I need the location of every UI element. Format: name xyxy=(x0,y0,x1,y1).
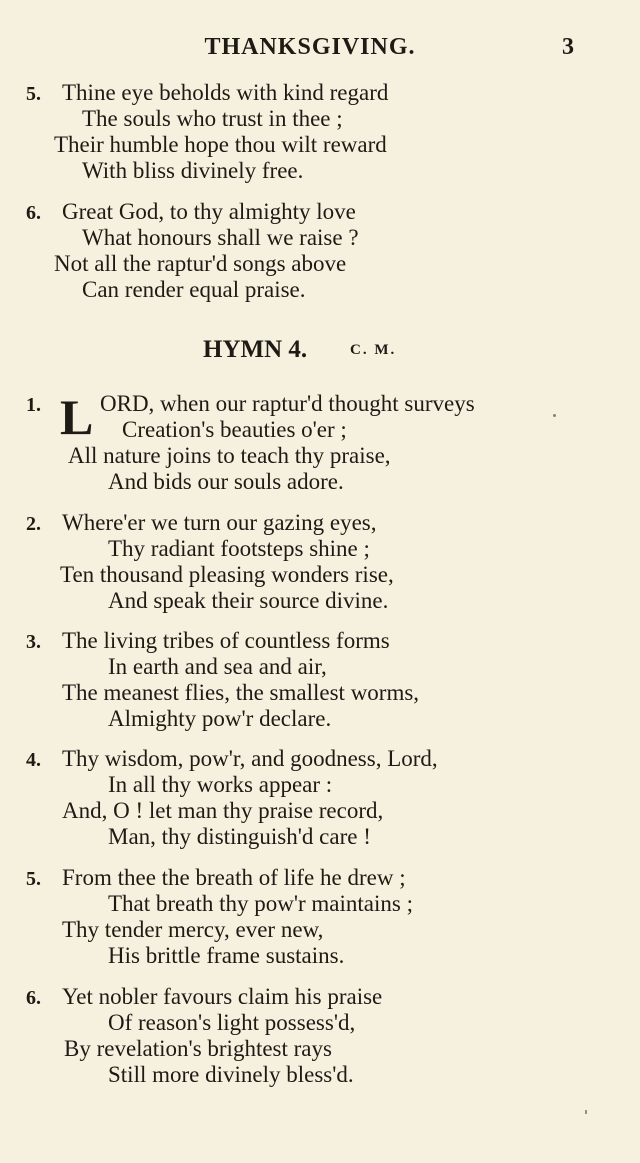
verse-line: In earth and sea and air, xyxy=(108,654,327,679)
verse-line: Can render equal praise. xyxy=(82,277,306,302)
verse-line: From thee the breath of life he drew ; xyxy=(62,865,406,890)
verse-line: The living tribes of countless forms xyxy=(62,628,390,653)
verse-line: The souls who trust in thee ; xyxy=(82,106,343,131)
stanza-number: 6. xyxy=(26,202,41,224)
verse-line: And, O ! let man thy praise record, xyxy=(62,798,384,823)
running-head xyxy=(0,34,640,64)
verse-line: His brittle frame sustains. xyxy=(108,943,345,968)
ink-speck xyxy=(553,414,556,417)
verse-line: Thine eye beholds with kind regard xyxy=(62,80,389,105)
stanza-number: 5. xyxy=(26,868,41,890)
hymn-heading xyxy=(0,336,640,370)
verse-line: Yet nobler favours claim his praise xyxy=(62,984,383,1009)
stanza-number: 5. xyxy=(26,83,41,105)
verse-line: Ten thousand pleasing wonders rise, xyxy=(60,562,394,587)
verse-line: What honours shall we raise ? xyxy=(82,225,359,250)
hymn-meter: C. M. xyxy=(350,342,397,358)
verse-line: The meanest flies, the smallest worms, xyxy=(62,680,420,705)
stanza-number: 3. xyxy=(26,631,41,653)
verse-line: Thy wisdom, pow'r, and goodness, Lord, xyxy=(62,746,438,771)
verse-line: Thy radiant footsteps shine ; xyxy=(108,536,370,561)
hymn-title: HYMN 4. xyxy=(203,336,308,363)
verse-line: In all thy works appear : xyxy=(108,772,333,797)
verse-line: Creation's beauties o'er ; xyxy=(122,417,347,442)
running-title: THANKSGIVING. xyxy=(204,34,416,60)
stanza-number: 2. xyxy=(26,513,41,535)
verse-line: That breath thy pow'r maintains ; xyxy=(108,891,413,916)
verse-line: Still more divinely bless'd. xyxy=(108,1062,354,1087)
verse-line: Thy tender mercy, ever new, xyxy=(62,917,324,942)
verse-line: All nature joins to teach thy praise, xyxy=(68,443,391,468)
verse-line: Not all the raptur'd songs above xyxy=(54,251,347,276)
verse-line: Man, thy distinguish'd care ! xyxy=(108,824,371,849)
ink-speck xyxy=(585,1110,587,1114)
drop-cap: L xyxy=(60,389,94,445)
stanza-number: 6. xyxy=(26,987,41,1009)
verse-line: And bids our souls adore. xyxy=(108,469,344,494)
page-number: 3 xyxy=(562,34,574,60)
verse-line: Their humble hope thou wilt reward xyxy=(54,132,387,157)
verse-line: By revelation's brightest rays xyxy=(64,1036,332,1061)
stanza-number: 4. xyxy=(26,749,41,771)
verse-line: Great God, to thy almighty love xyxy=(62,199,356,224)
verse-line: With bliss divinely free. xyxy=(82,158,304,183)
stanza-number: 1. xyxy=(26,394,41,416)
verse-line: Almighty pow'r declare. xyxy=(108,706,332,731)
verse-line: Of reason's light possess'd, xyxy=(108,1010,356,1035)
verse-line: Where'er we turn our gazing eyes, xyxy=(62,510,377,535)
verse-line: And speak their source divine. xyxy=(108,588,389,613)
verse-line-first: ORD, when our raptur'd thought surveys xyxy=(100,391,475,416)
